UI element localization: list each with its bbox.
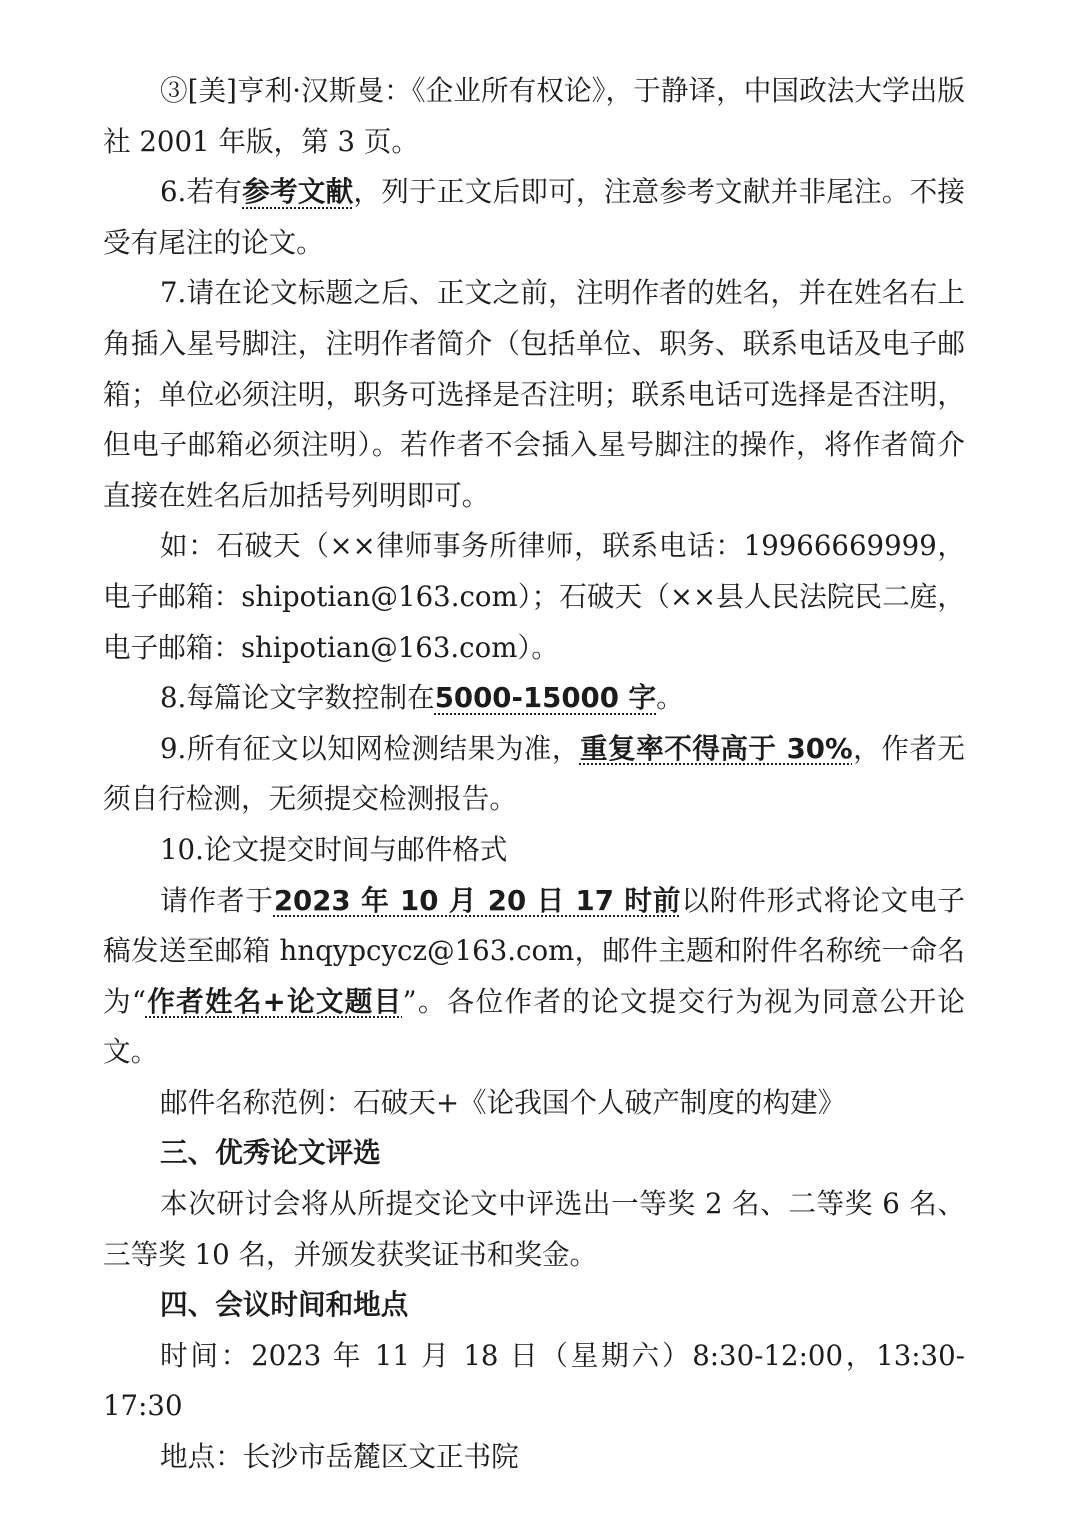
item-10-suffix: ”。各位作者的论文提交行为视为同意公开论文。 [103, 984, 966, 1069]
item-7-text: 7.请在论文标题之后、正文之前，注明作者的姓名，并在姓名右上角插入星号脚注，注明作者简介（包括单位、职务、联系电话及电子邮箱；单位必须注明，职务可选择是否注明；联系电话可选择是否注明，但电子邮箱必须注明）。若作者不会插入星号脚注的操作，将作者简介直接在姓名后加括号列明即可。 [103, 276, 965, 512]
meeting-time [103, 1331, 965, 1432]
item-9-suffix: ，作者无须自行检测，无须提交检测报告。 [103, 731, 965, 816]
item-10-title [103, 825, 965, 876]
item-8-suffix: 。 [656, 681, 684, 715]
meeting-place-text: 地点：长沙市岳麓区文正书院 [160, 1440, 519, 1474]
section-3-heading-text: 三、优秀论文评选 [160, 1136, 381, 1170]
item-9-prefix: 9.所有征文以知网检测结果为准， [160, 731, 580, 765]
item-8-emphasis: 5000-15000 字 [434, 681, 657, 715]
item-9-emphasis: 重复率不得高于 30% [579, 731, 853, 765]
item-6-references [103, 167, 965, 268]
section-4-heading [103, 1280, 965, 1331]
author-info-example [103, 521, 965, 673]
item-10-middle: 以附件形式将论文电子稿发送至邮箱 hnqypcycz@163.com，邮件主题和附件名称统一命名为“ [103, 883, 965, 1018]
section-3-body [103, 1179, 965, 1280]
item-8-word-count [103, 673, 965, 724]
meeting-place [103, 1432, 965, 1483]
item-10-submission [103, 876, 965, 1078]
example-text: 如：石破天（××律师事务所律师，联系电话：19966669999，电子邮箱：shipotian@163.com）；石破天（××县人民法院民二庭，电子邮箱：shipotian@163.com）。 [103, 529, 965, 664]
item-6-prefix: 6.若有 [160, 175, 243, 209]
item-9-plagiarism [103, 724, 965, 825]
footnote-citation [103, 66, 965, 167]
email-name-example-text: 邮件名称范例：石破天+《论我国个人破产制度的构建》 [160, 1085, 846, 1119]
section-4-heading-text: 四、会议时间和地点 [160, 1288, 409, 1322]
item-10-prefix: 请作者于 [160, 883, 274, 917]
item-7-author-info [103, 268, 965, 521]
item-6-emphasis: 参考文献 [242, 175, 354, 209]
section-3-text: 本次研讨会将从所提交论文中评选出一等奖 2 名、二等奖 6 名、三等奖 10 名，并颁发获奖证书和奖金。 [103, 1187, 965, 1271]
item-10-title-text: 10.论文提交时间与邮件格式 [160, 832, 508, 866]
meeting-time-text: 时间：2023 年 11 月 18 日（星期六）8:30-12:00，13:30-17:30 [103, 1338, 965, 1423]
section-3-heading [103, 1128, 965, 1179]
email-subject-format: 作者姓名+论文题目 [145, 984, 403, 1018]
item-6-suffix: ，列于正文后即可，注意参考文献并非尾注。不接受有尾注的论文。 [103, 175, 965, 259]
item-8-prefix: 8.每篇论文字数控制在 [160, 681, 435, 715]
footnote-text: ③[美]亨利·汉斯曼：《企业所有权论》，于静译，中国政法大学出版社 2001 年版，第 3 页。 [103, 74, 965, 158]
document-body [103, 66, 965, 1483]
email-name-example [103, 1078, 965, 1129]
submission-deadline: 2023 年 10 月 20 日 17 时前 [273, 883, 682, 917]
